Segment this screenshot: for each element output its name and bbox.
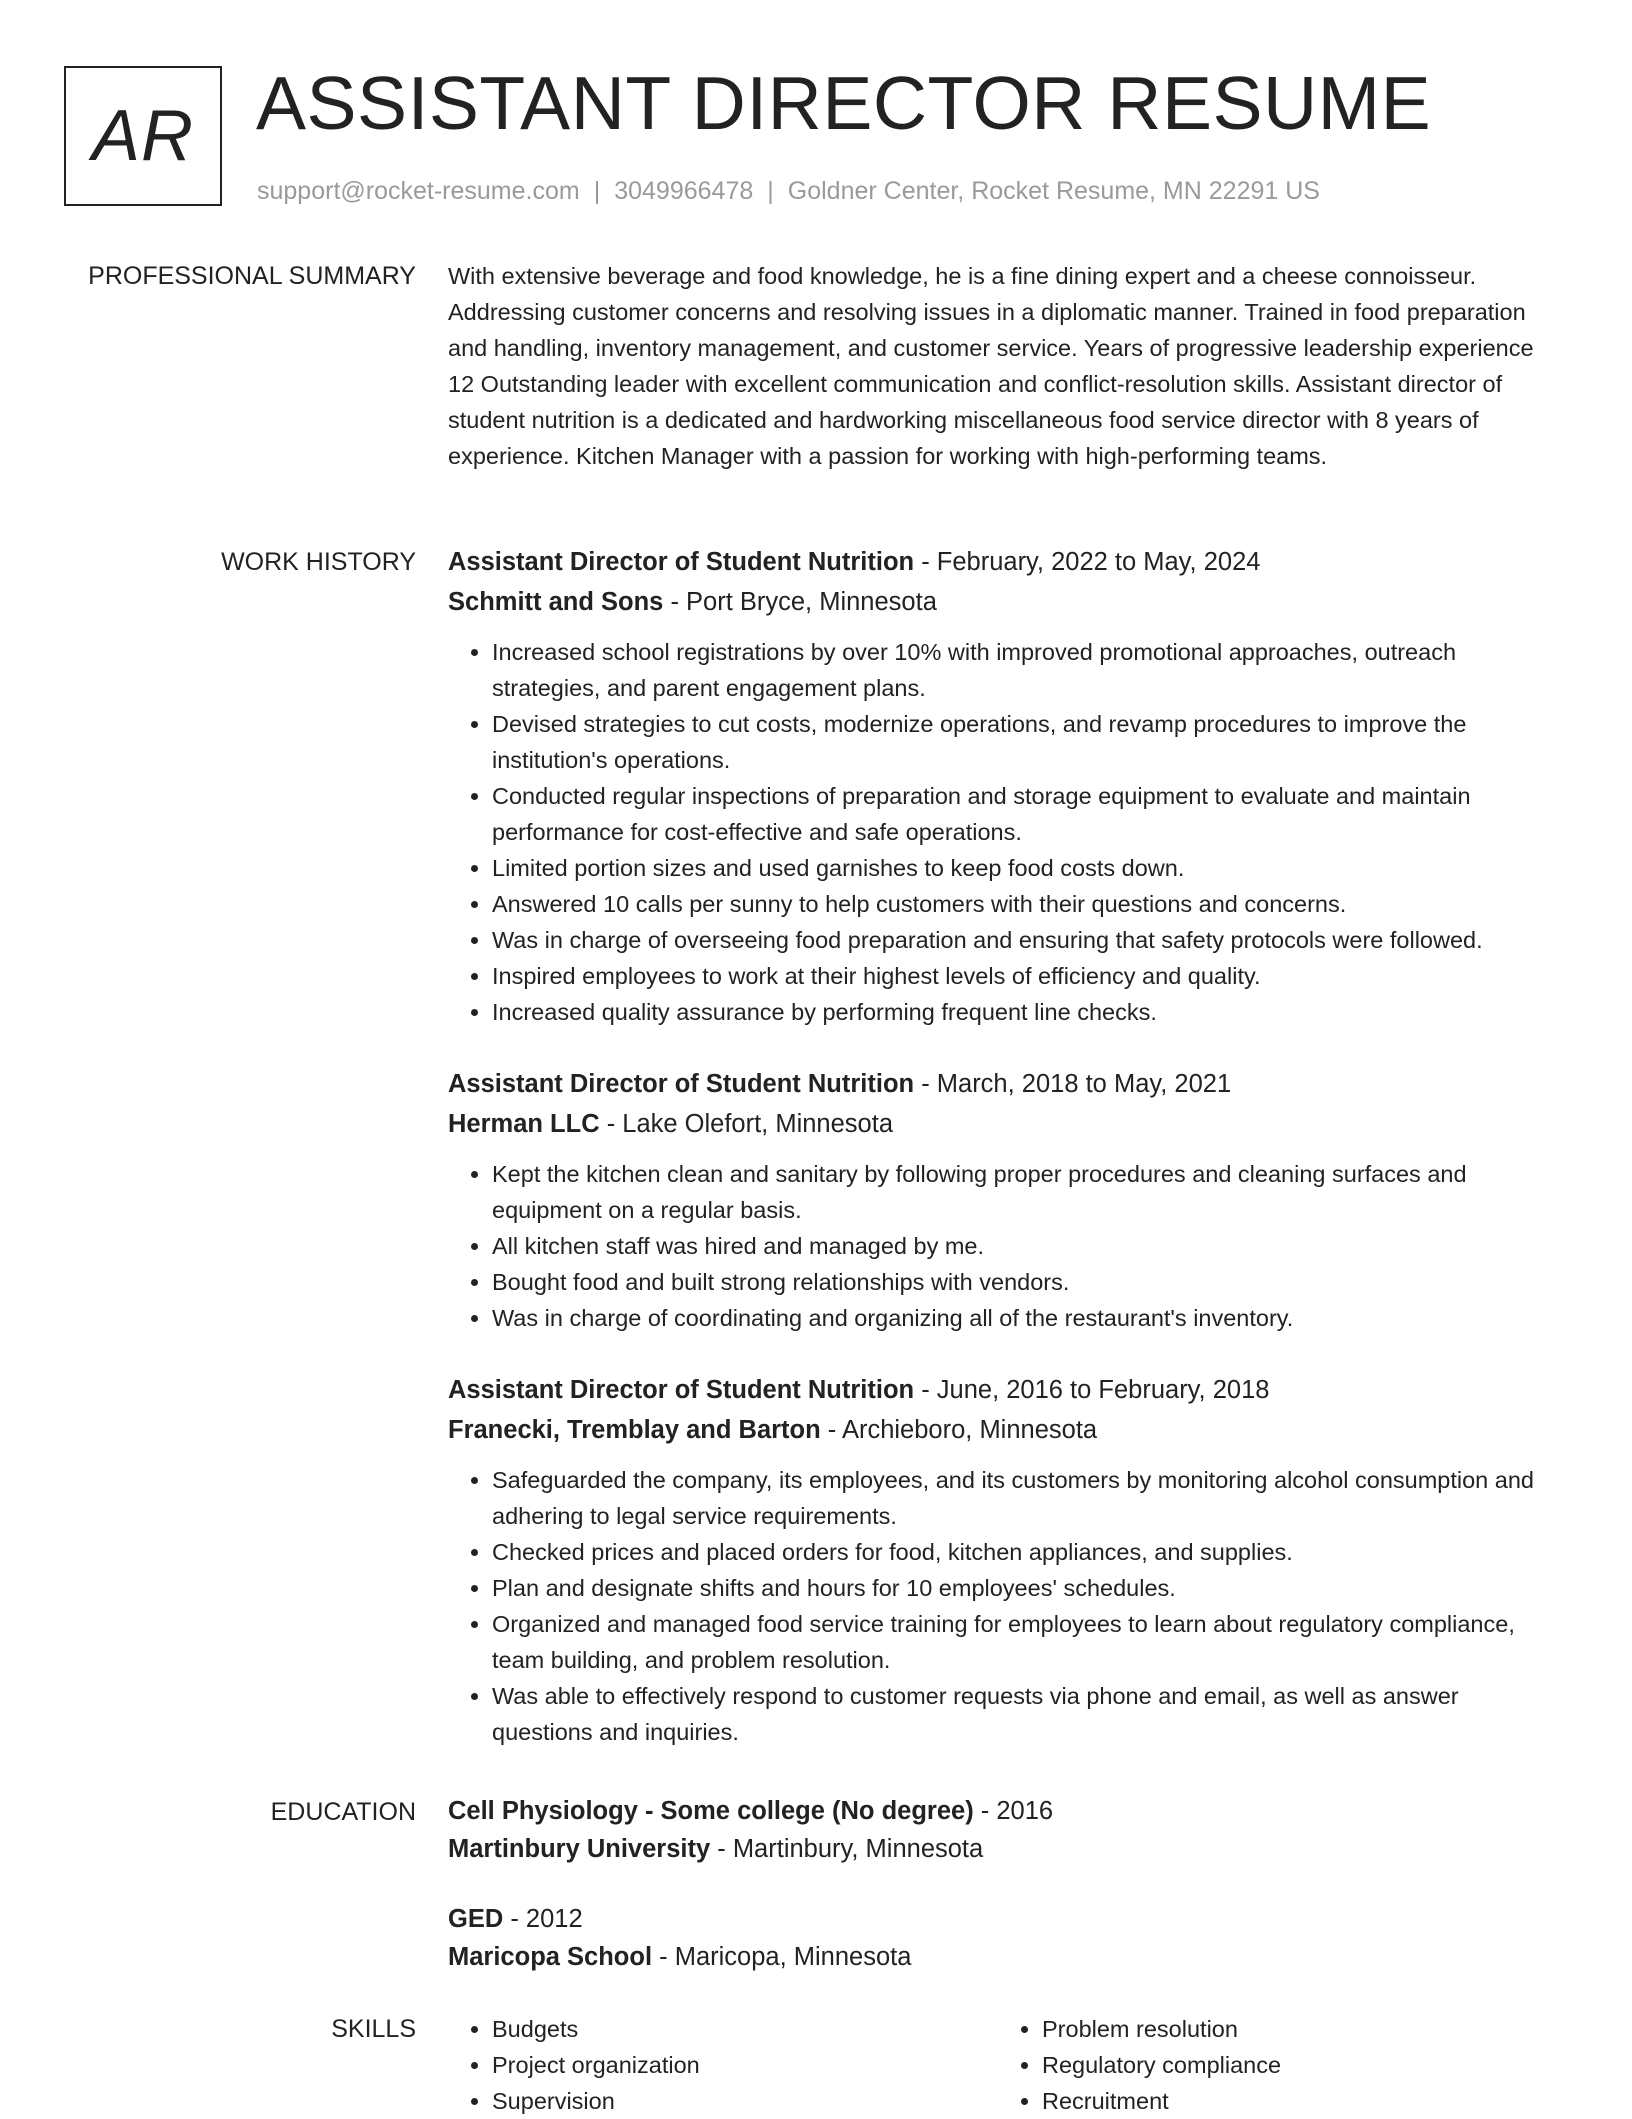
education-degree-line xyxy=(448,1900,1558,1938)
summary-text: With extensive beverage and food knowledge, he is a fine dining expert and a cheese connoisseur. Addressing customer concerns and resolving issues in a diplomatic manner. Trained in food preparation and handling, inventory management, and customer service. Years of progressive leadership experience 12 Outstanding leader with excellent communication and conflict-resolution skills. Assistant director of student nutrition is a dedicated and hardworking miscellaneous food service director with 8 years of experience. Kitchen Manager with a passion for working with high-performing teams. xyxy=(448,263,1534,469)
job-entry xyxy=(448,542,1558,1030)
job-bullet: • Was in charge of coordinating and organizing all of the restaurant's inventory. xyxy=(492,1300,1558,1336)
job-dates: - June, 2016 to February, 2018 xyxy=(914,1376,1270,1404)
summary-body xyxy=(448,258,1558,474)
skill-item: • Project organization xyxy=(492,2047,998,2083)
job-dates: - March, 2018 to May, 2021 xyxy=(914,1070,1232,1098)
job-bullet: • Plan and designate shifts and hours for 10 employees' schedules. xyxy=(492,1570,1558,1606)
job-bullet: • Safeguarded the company, its employees, and its customers by monitoring alcohol consumption and adhering to legal service requirements. xyxy=(492,1462,1558,1534)
skills-list-left xyxy=(448,2011,998,2119)
education-location: - Martinbury, Minnesota xyxy=(710,1835,984,1863)
skill-item: • Recruitment xyxy=(1042,2083,1548,2119)
skill-item: • Regulatory compliance xyxy=(1042,2047,1548,2083)
section-label-skills: SKILLS xyxy=(331,2015,416,2043)
job-title-line xyxy=(448,1370,1558,1410)
job-location: - Lake Olefort, Minnesota xyxy=(599,1110,893,1138)
skill-item: • Supervision xyxy=(492,2083,998,2119)
job-title-line xyxy=(448,1064,1558,1104)
job-entry xyxy=(448,1370,1558,1750)
skills-grid xyxy=(448,2011,1558,2119)
job-company: Herman LLC xyxy=(448,1110,600,1138)
contact-separator: | xyxy=(767,177,774,205)
skill-item: • Budgets xyxy=(492,2011,998,2047)
job-title-line xyxy=(448,542,1558,582)
job-bullet: • Conducted regular inspections of preparation and storage equipment to evaluate and maintain performance for cost-effective and safe operations. xyxy=(492,778,1558,850)
job-title: Assistant Director of Student Nutrition xyxy=(448,1070,915,1098)
job-bullet: • Inspired employees to work at their highest levels of efficiency and quality. xyxy=(492,958,1558,994)
job-bullet: • Was able to effectively respond to customer requests via phone and email, as well as answer questions and inquiries. xyxy=(492,1678,1558,1750)
job-company-line xyxy=(448,582,1558,622)
section-label-work-history: WORK HISTORY xyxy=(221,548,416,576)
education-degree: GED xyxy=(448,1905,504,1933)
job-dates: - February, 2022 to May, 2024 xyxy=(914,548,1261,576)
job-title: Assistant Director of Student Nutrition xyxy=(448,1376,915,1404)
contact-separator: | xyxy=(593,177,601,205)
job-company: Schmitt and Sons xyxy=(448,588,664,616)
skills-column-left xyxy=(448,2011,998,2119)
job-company: Franecki, Tremblay and Barton xyxy=(448,1416,821,1444)
job-bullet: • Answered 10 calls per sunny to help customers with their questions and concerns. xyxy=(492,886,1558,922)
job-bullets xyxy=(448,1156,1558,1336)
job-bullets xyxy=(448,634,1558,1030)
job-title: Assistant Director of Student Nutrition xyxy=(448,548,915,576)
monogram-box xyxy=(64,66,222,206)
education-entry xyxy=(448,1900,1558,1976)
job-company-line xyxy=(448,1410,1558,1450)
contact-address: Goldner Center, Rocket Resume, MN 22291 US xyxy=(787,177,1320,205)
skills-column-right xyxy=(998,2011,1548,2119)
job-bullet: • Was in charge of overseeing food preparation and ensuring that safety protocols were followed. xyxy=(492,922,1558,958)
skills-body xyxy=(448,2011,1558,2119)
job-bullet: • Limited portion sizes and used garnishes to keep food costs down. xyxy=(492,850,1558,886)
work-history-body xyxy=(448,542,1558,1784)
contact-email: support@rocket-resume.com xyxy=(257,177,580,205)
education-body xyxy=(448,1792,1558,2008)
contact-line xyxy=(257,174,1320,208)
job-company-line xyxy=(448,1104,1558,1144)
job-bullet: • Increased school registrations by over 10% with improved promotional approaches, outreach strategies, and parent engagement plans. xyxy=(492,634,1558,706)
job-bullet: • Devised strategies to cut costs, modernize operations, and revamp procedures to improve the institution's operations. xyxy=(492,706,1558,778)
education-school: Martinbury University xyxy=(448,1835,711,1863)
education-degree: Cell Physiology - Some college (No degree) xyxy=(448,1797,974,1825)
job-bullet: • Increased quality assurance by performing frequent line checks. xyxy=(492,994,1558,1030)
monogram-initials: AR xyxy=(91,96,195,176)
education-school: Maricopa School xyxy=(448,1943,653,1971)
education-year: - 2016 xyxy=(973,1797,1054,1825)
skill-item: • Problem resolution xyxy=(1042,2011,1548,2047)
section-label-education: EDUCATION xyxy=(270,1798,416,1826)
skills-list-right xyxy=(998,2011,1548,2119)
education-location: - Maricopa, Minnesota xyxy=(652,1943,912,1971)
job-bullet: • All kitchen staff was hired and managed by me. xyxy=(492,1228,1558,1264)
education-year: - 2012 xyxy=(503,1905,583,1933)
education-school-line xyxy=(448,1938,1558,1976)
education-school-line xyxy=(448,1830,1558,1868)
job-bullet: • Kept the kitchen clean and sanitary by following proper procedures and cleaning surfaces and equipment on a regular basis. xyxy=(492,1156,1558,1228)
job-bullet: • Checked prices and placed orders for food, kitchen appliances, and supplies. xyxy=(492,1534,1558,1570)
job-bullet: • Bought food and built strong relationships with vendors. xyxy=(492,1264,1558,1300)
education-degree-line xyxy=(448,1792,1558,1830)
job-location: - Port Bryce, Minnesota xyxy=(663,588,937,616)
job-location: - Archieboro, Minnesota xyxy=(820,1416,1098,1444)
resume-title: ASSISTANT DIRECTOR RESUME xyxy=(256,61,1432,145)
job-bullet: • Organized and managed food service training for employees to learn about regulatory compliance, team building, and problem resolution. xyxy=(492,1606,1558,1678)
job-entry xyxy=(448,1064,1558,1336)
job-bullets xyxy=(448,1462,1558,1750)
contact-phone: 3049966478 xyxy=(614,177,754,205)
section-label-summary: PROFESSIONAL SUMMARY xyxy=(88,262,416,290)
education-entry xyxy=(448,1792,1558,1868)
